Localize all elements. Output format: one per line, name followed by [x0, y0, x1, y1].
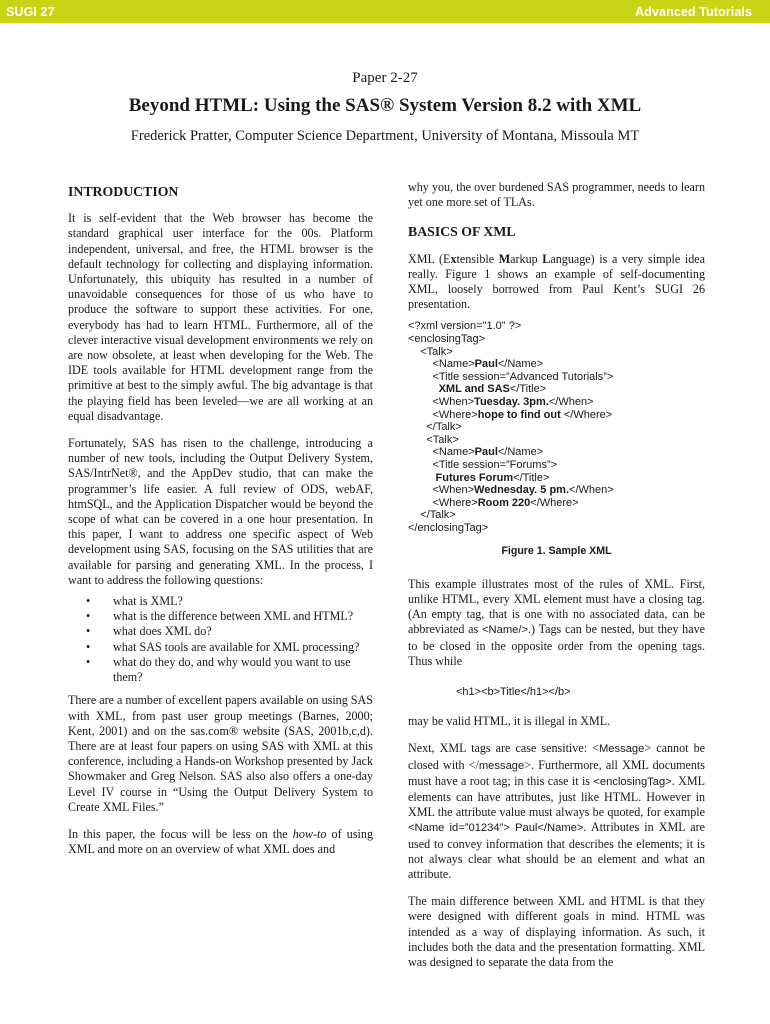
code-line: Futures Forum</Title>: [435, 471, 550, 484]
bullet-icon: •: [86, 639, 91, 654]
list-item: • what is XML?: [86, 594, 183, 609]
code-line: </Talk>: [408, 509, 456, 522]
basics-heading: BASICS OF XML: [408, 224, 516, 240]
paper-number: Paper 2-27: [352, 70, 418, 86]
code-line: XML and SAS</Title>: [438, 383, 547, 396]
conference-label: SUGI 27: [6, 4, 55, 19]
basics-paragraph: XML (Extensible Markup Language) is a very simple idea really. Figure 1 shows an example of self-documenting XML, loosely borrowed from Paul Kent’s SUGI 26 presentation.: [408, 251, 705, 312]
code-line: <Name>Paul</Name>: [408, 446, 544, 459]
code-line: <enclosingTag>: [408, 333, 486, 346]
header-banner: [0, 0, 770, 23]
code-line: </enclosingTag>: [408, 521, 489, 534]
introduction-heading: INTRODUCTION: [68, 184, 179, 199]
sample-xml-listing: [408, 320, 705, 534]
code-line: <When>Wednesday. 5 pm.</When>: [408, 484, 614, 497]
bullet-icon: •: [86, 624, 91, 639]
left-column: [68, 180, 373, 857]
intro-paragraph-4: In this paper, the focus will be less on the how-to of using XML and more on an overview of what XML does and: [68, 826, 373, 857]
paper-title: Beyond HTML: Using the SAS® System Version 8.2 with XML: [128, 95, 642, 116]
intro-paragraph-1: It is self-evident that the Web browser has become the standard graphical user interface for the 00s. Platform independent, universal, and free, the HTML browser is the default technology for collecting and displaying information. Unfortunately, this ubiquity has resulted in a number of unavoidable consequences for those of us who have to produce the software to support these activities. For one, everybody has had to learn HTML. Furthermore, all of the clever interactive visual development environments we rely on are now obsolete, at least when developing for the Web. The IDE tools available for HTML development range from the primitive at best to the simply awful. The big advantage is that the playing field has been leveled—we are all working at an equal disadvantage.: [68, 211, 373, 423]
case-sensitive-paragraph: Next, XML tags are case sensitive: <Message> cannot be closed with </message>. Furthermore, all XML documents must have a root tag; in this case it is <enclosingTag>. XML elements can have attributes, just like HTML. However in XML the attribute value must always be quoted, for example <Name id=”01234”> Paul</Name>. Attributes in XML are used to convey information that describes the elements; it is not always clear what should be an element and what an attribute.: [408, 741, 706, 881]
bullet-icon: •: [86, 609, 91, 624]
code-line: <Talk>: [408, 433, 459, 446]
list-item: • what is the difference between XML and HTML?: [86, 609, 354, 624]
questions-list: [86, 594, 373, 685]
intro-paragraph-3: There are a number of excellent papers available on using SAS with XML, from past user group meetings (Barnes, 2000; Kent, 2001) and on the sas.com® website (SAS, 2001b,c,d). There are at least four papers on using SAS with XML at this conference, including a Hands-on Workshop presented by Jack Showmaker and Greg Nelson. SAS also also offers a one-day Level IV course in “Using the Output Delivery System to Create XML Files.”: [68, 693, 373, 814]
intro-paragraph-2: Fortunately, SAS has risen to the challenge, introducing a number of new tools, including the Output Delivery System, SAS/IntrNet®, and the AppDev studio, that can make the programmer’s life easier. A full review of ODS, webAF, htmSQL, and the Application Dispatcher would be beyond the scope of what can be covered in a one hour presentation. In this paper, I want to address one specific aspect of Web development using SAS, focusing on the SAS utilities that are available for parsing and generating XML. In the process, I want to address the following questions:: [68, 436, 373, 587]
rules-paragraph: This example illustrates most of the rules of XML. First, unlike HTML, every XML element must have a closing tag. (An empty tag, that is one with no associated data, can be abbreviated as <Name/>.) Tags can be nested, but they have to be closed in the opposite order from the opening tags. Thus while: [408, 576, 705, 668]
code-line: <Where>hope to find out </Where>: [408, 408, 613, 421]
bullet-icon: •: [86, 654, 91, 669]
code-line: <Name>Paul</Name>: [408, 358, 544, 371]
code-line: <Talk>: [408, 345, 453, 358]
author-line: Frederick Pratter, Computer Science Department, University of Montana, Missoula MT: [130, 128, 640, 144]
list-item: • what SAS tools are available for XML processing?: [86, 639, 360, 654]
html-example-line: <h1><b>Title</h1></b>: [456, 685, 571, 698]
code-line: <Title session=”Advanced Tutorials”>: [408, 370, 614, 383]
continued-paragraph: why you, the over burdened SAS programmer, needs to learn yet one more set of TLAs.: [408, 180, 705, 210]
bullet-icon: •: [86, 594, 91, 609]
list-item: • what do they do, and why would you want to use them?: [86, 654, 351, 685]
difference-paragraph: The main difference between XML and HTML is that they were designed with different goals in mind. HTML was intended as a way of displaying information. As such, it includes both the data and the presentation formatting. XML was designed to separate the data from the: [408, 894, 705, 969]
code-line: <When>Tuesday. 3pm.</When>: [408, 395, 594, 408]
code-line: <Title session=”Forums”>: [408, 458, 558, 471]
list-item: • what does XML do?: [86, 624, 212, 639]
code-line: <?xml version="1.0" ?>: [408, 320, 522, 333]
illegal-paragraph: may be valid HTML, it is illegal in XML.: [408, 714, 611, 729]
right-column: [408, 180, 705, 970]
code-line: </Talk>: [408, 421, 462, 434]
figure-caption: Figure 1. Sample XML: [501, 544, 612, 557]
section-label: Advanced Tutorials: [635, 4, 752, 19]
code-line: <Where>Room 220</Where>: [408, 496, 579, 509]
